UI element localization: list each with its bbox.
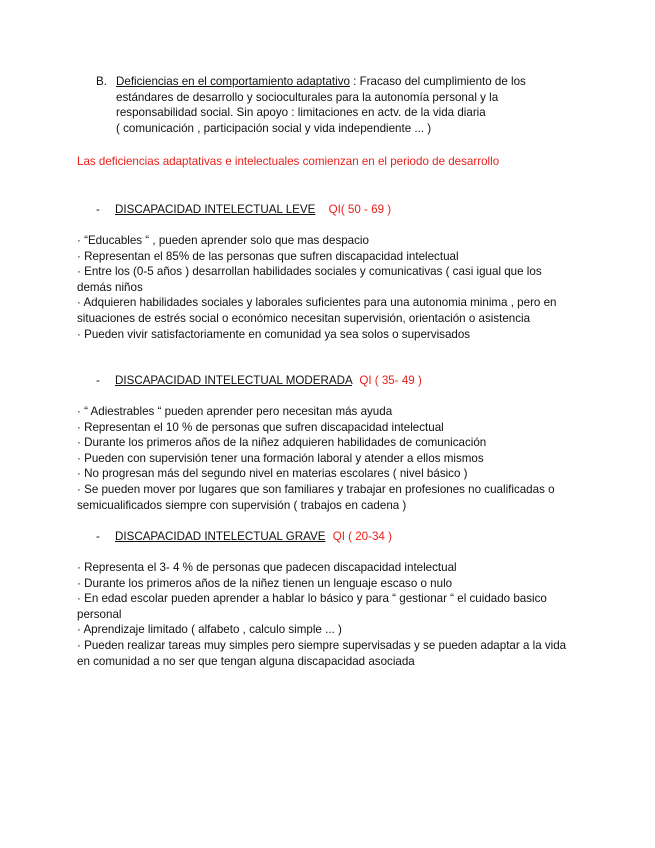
section-b-line4: ( comunicación , participación social y vida independiente ... ) (116, 121, 432, 135)
list-item: personal (77, 607, 122, 621)
list-item: · Representan el 85% de las personas que sufren discapacidad intelectual (77, 249, 459, 263)
list-item: · Durante los primeros años de la niñez adquieren habilidades de comunicación (77, 436, 487, 450)
heading-grave-qi: QI ( 20-34 ) (332, 530, 392, 543)
leve-list (77, 233, 557, 342)
section-b-body (116, 74, 526, 136)
list-item: · Pueden con supervisión tener una formación laboral y atender a ellos mismos (77, 451, 484, 465)
section-b-line3: responsabilidad social. Sin apoyo : limitaciones en actv. de la vida diaria (116, 106, 486, 120)
heading-grave-dash: - (96, 530, 100, 543)
list-item: · Representa el 3- 4 % de personas que padecen discapacidad intelectual (77, 561, 457, 574)
section-b-title: Deficiencias en el comportamiento adaptativo (116, 75, 350, 88)
heading-moderada-dash: - (96, 374, 100, 387)
list-item: situaciones de estrés social o económico necesitan supervisión, orientación o asistencia (77, 311, 531, 325)
list-item: · No progresan más del segundo nivel en materias escolares ( nivel básico ) (77, 467, 468, 481)
list-item: · Aprendizaje limitado ( alfabeto , calculo simple ... ) (77, 623, 342, 637)
list-item: en comunidad a no ser que tengan alguna discapacidad asociada (77, 654, 415, 668)
heading-leve-qi: QI( 50 - 69 ) (328, 203, 392, 216)
list-item: · Pueden vivir satisfactoriamente en comunidad ya sea solos o supervisados (77, 327, 471, 341)
section-b-label: B. (96, 75, 107, 88)
list-item: · Representan el 10 % de personas que sufren discapacidad intelectual (77, 420, 444, 434)
list-item: · Entre los (0-5 años ) desarrollan habilidades sociales y comunicativas ( casi igual que los (77, 265, 542, 279)
grave-list (77, 560, 566, 669)
list-item: · Durante los primeros años de la niñez tienen un lenguaje escaso o nulo (77, 576, 453, 590)
list-item: demás niños (77, 280, 143, 294)
heading-moderada-qi: QI ( 35- 49 ) (359, 374, 422, 387)
heading-leve-title: DISCAPACIDAD INTELECTUAL LEVE (115, 203, 316, 216)
red-note: Las deficiencias adaptativas e intelectuales comienzan en el periodo de desarrollo (77, 155, 500, 168)
list-item: · Adquieren habilidades sociales y laborales suficientes para una autonomia minima , pero en (77, 296, 557, 310)
list-item: · En edad escolar pueden aprender a hablar lo básico y para “ gestionar “ el cuidado basico (77, 592, 547, 606)
heading-moderada-title: DISCAPACIDAD INTELECTUAL MODERADA (115, 374, 353, 387)
moderada-list (77, 404, 555, 513)
list-item: · Pueden realizar tareas muy simples pero siempre supervisadas y se pueden adaptar a la vida (77, 638, 567, 652)
list-item: semicualificados siempre con supervisión ( trabajos en cadena ) (77, 498, 407, 512)
list-item: · Se pueden mover por lugares que son familiares y trabajar en profesiones no cualificadas o (77, 482, 555, 496)
heading-grave-title: DISCAPACIDAD INTELECTUAL GRAVE (115, 530, 326, 543)
section-b-line2: estándares de desarrollo y socioculturales para la autonomía personal y la (116, 90, 499, 104)
list-item: · “Educables “ , pueden aprender solo que mas despacio (77, 234, 369, 247)
section-b-line1: : Fracaso del cumplimiento de los (349, 75, 526, 88)
list-item: · “ Adiestrables “ pueden aprender pero necesitan más ayuda (77, 405, 393, 418)
heading-leve-dash: - (96, 203, 100, 216)
